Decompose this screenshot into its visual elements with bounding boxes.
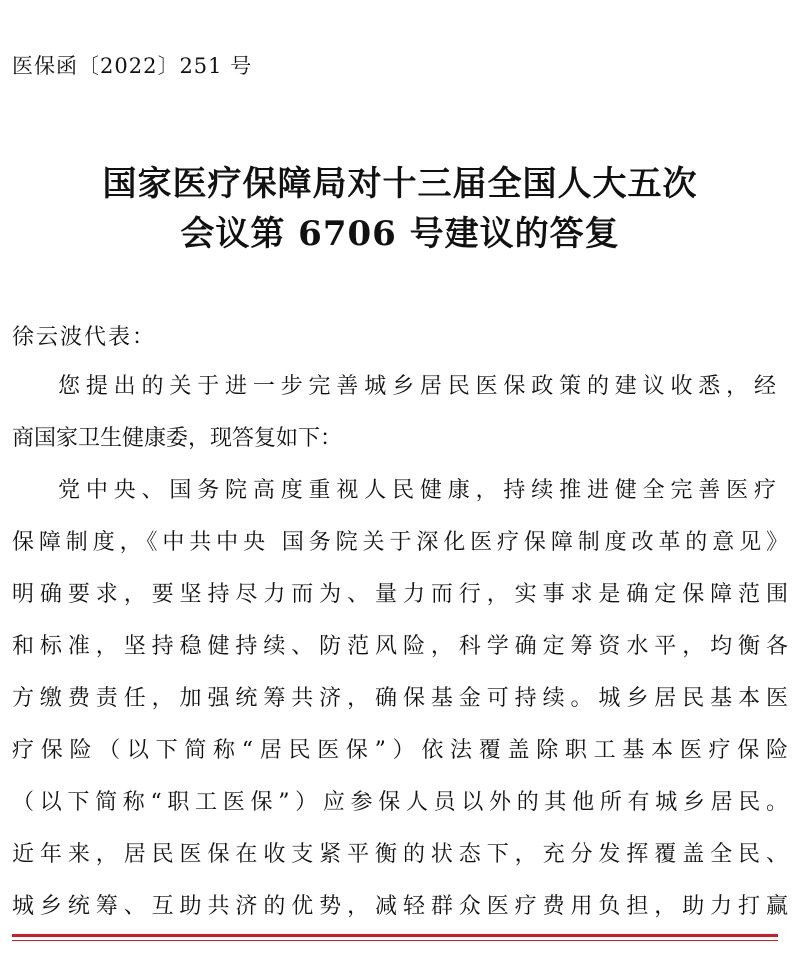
salutation: 徐云波代表： [12,325,157,350]
body-line: 城乡统筹、互助共济的优势，减轻群众医疗费用负担，助力打赢 [12,894,788,919]
body-line: （以下简称“职工医保”）应参保人员以外的其他所有城乡居民。 [12,790,788,815]
body-line: 您提出的关于进一步完善城乡居民医保政策的建议收悉，经 [58,374,776,399]
body-line: 明确要求，要坚持尽力而为、量力而行，实事求是确定保障范围 [12,582,788,607]
document-number: 医保函〔2022〕251 号 [12,54,253,78]
body-line: 近年来，居民医保在收支紧平衡的状态下，充分发挥覆盖全民、 [12,842,788,867]
body-line: 方缴费责任，加强统筹共济，确保基金可持续。城乡居民基本医 [12,686,788,711]
footer-rule-thick [12,934,778,937]
footer-rule-thin [12,940,778,941]
body-line: 疗保险（以下简称“居民医保”）依法覆盖除职工基本医疗保险 [12,738,788,763]
document-title-line-2: 会议第 6706 号建议的答复 [180,214,620,254]
body-line: 党中央、国务院高度重视人民健康，持续推进健全完善医疗 [58,478,776,503]
body-line: 保障制度，《中共中央 国务院关于深化医疗保障制度改革的意见》 [12,530,788,555]
body-line: 和标准，坚持稳健持续、防范风险，科学确定筹资水平，均衡各 [12,634,788,659]
document-title-line-1: 国家医疗保障局对十三届全国人大五次 [102,164,698,204]
body-line: 商国家卫生健康委，现答复如下： [12,426,343,451]
